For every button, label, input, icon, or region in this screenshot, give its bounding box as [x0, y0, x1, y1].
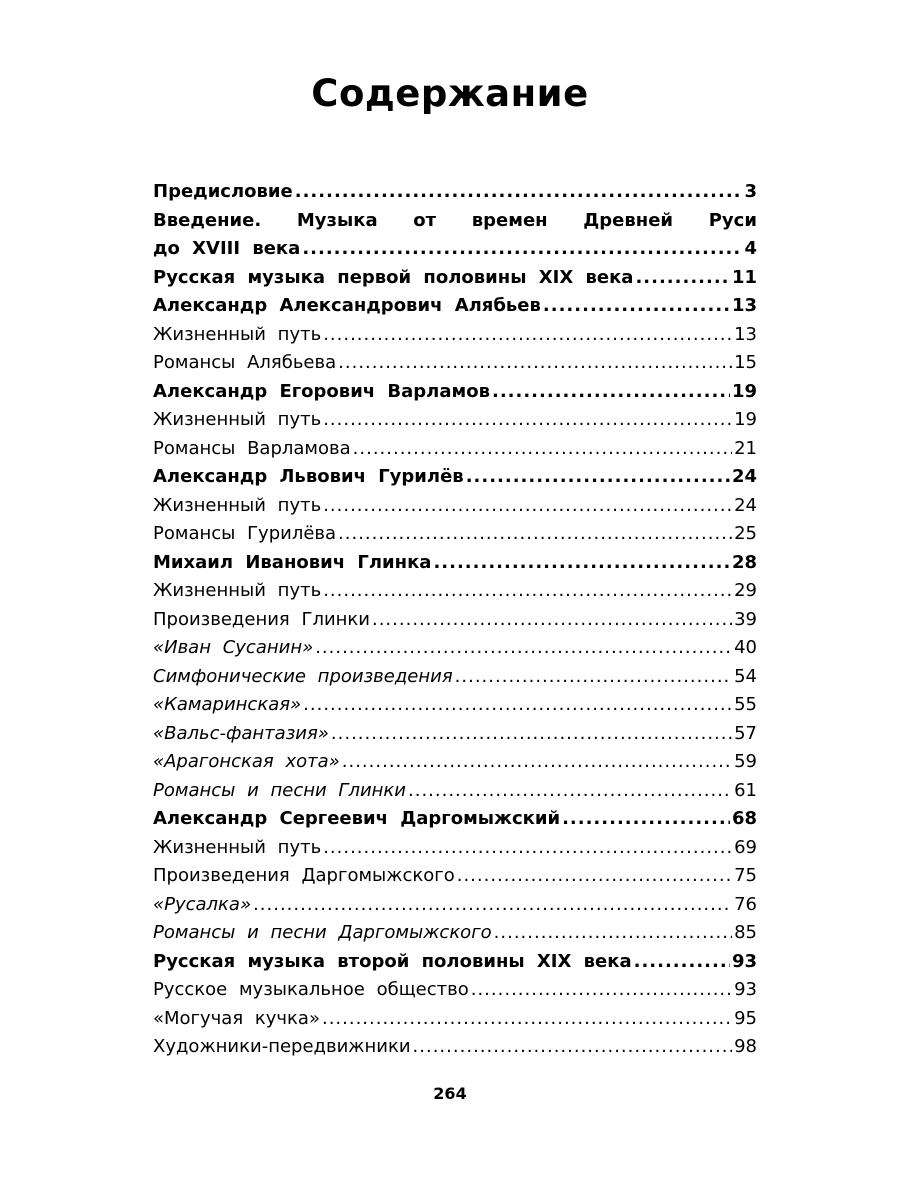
toc-entry-label: Художники-передвижники	[153, 1036, 411, 1057]
toc-entry-page: 19	[734, 409, 757, 430]
toc-entry-page: 54	[734, 665, 757, 687]
toc-entry-label: Русская музыка второй половины XIX века	[153, 950, 632, 972]
toc-entry-label-line1	[153, 207, 757, 236]
toc-entry	[153, 549, 757, 578]
toc-entry-page: 13	[731, 295, 757, 316]
toc-entry-label: Романсы и песни Даргомыжского	[153, 922, 492, 943]
dot-leader	[372, 606, 732, 635]
toc-entry-label: Русское музыкальное общество	[153, 979, 469, 1000]
toc-entry-page: 24	[734, 494, 757, 516]
word: Музыка	[296, 209, 378, 231]
dot-leader	[323, 834, 732, 863]
dot-leader	[543, 292, 730, 321]
toc-entry-page: 98	[734, 1036, 757, 1057]
toc-entry	[153, 606, 757, 635]
toc-entry-page: 95	[734, 1007, 757, 1029]
toc-entry	[153, 1033, 757, 1062]
toc-entry-label: Симфонические произведения	[153, 665, 453, 687]
toc-entry-page: 68	[731, 808, 757, 829]
dot-leader	[562, 805, 730, 834]
toc-entry-page: 13	[734, 323, 757, 345]
dot-leader	[471, 976, 732, 1005]
dot-leader	[253, 891, 732, 920]
toc-entry-label: Михаил Иванович Глинка	[153, 551, 432, 573]
toc-entry	[153, 777, 757, 806]
toc-entry-label: Александр Александрович Алябьев	[153, 295, 541, 316]
toc-entry-label: «Иван Сусанин»	[153, 637, 314, 658]
toc-entry-label: Романсы Алябьева	[153, 352, 337, 373]
toc-entry	[153, 748, 757, 777]
word: Древней	[583, 209, 674, 231]
dot-leader	[492, 378, 730, 407]
toc-entry	[153, 634, 757, 663]
toc-entry	[153, 976, 757, 1005]
page-number: 264	[433, 1084, 467, 1103]
dot-leader	[323, 577, 732, 606]
toc-entry-label: Жизненный путь	[153, 836, 322, 858]
toc-entry-page: 24	[731, 466, 757, 487]
dot-leader	[338, 520, 732, 549]
toc-entry-label: Романсы Варламова	[153, 437, 351, 459]
toc-entry-label: Произведения Глинки	[153, 608, 370, 630]
toc-entry-label: Жизненный путь	[153, 409, 322, 430]
toc-entry-page: 40	[734, 637, 757, 658]
toc-entry-label: Романсы и песни Глинки	[153, 779, 406, 801]
toc-entry-page: 28	[731, 551, 757, 573]
toc-entry-label: «Русалка»	[153, 893, 252, 915]
toc-entry	[153, 463, 757, 492]
table-of-contents	[153, 178, 757, 1062]
toc-entry-page: 93	[731, 950, 757, 972]
toc-entry-preface	[153, 178, 757, 207]
toc-entry-page: 39	[734, 608, 757, 630]
toc-entry-page: 61	[734, 779, 757, 801]
toc-entry	[153, 720, 757, 749]
toc-entry-label: Жизненный путь	[153, 323, 322, 345]
toc-entry	[153, 577, 757, 606]
toc-entry	[153, 435, 757, 464]
toc-entry-label: Александр Львович Гурилёв	[153, 466, 464, 487]
toc-entry-label: «Камаринская»	[153, 694, 302, 715]
toc-entry-page: 11	[731, 266, 757, 288]
word: времен	[471, 209, 548, 231]
toc-entry	[153, 292, 757, 321]
dot-leader	[635, 264, 729, 293]
dot-leader	[455, 663, 732, 692]
toc-entry	[153, 406, 757, 435]
toc-entry-label: «Вальс-фантазия»	[153, 722, 329, 744]
toc-entry-page: 93	[734, 979, 757, 1000]
dot-leader	[323, 492, 732, 521]
dot-leader	[303, 691, 732, 720]
toc-entry-label: Предисловие	[153, 181, 293, 202]
dot-leader	[295, 178, 743, 207]
toc-entry	[153, 378, 757, 407]
toc-entry-page: 55	[734, 694, 757, 715]
toc-entry-page: 59	[734, 751, 757, 772]
toc-entry-page: 57	[734, 722, 757, 744]
toc-entry	[153, 235, 757, 264]
dot-leader	[466, 463, 730, 492]
dot-leader	[634, 948, 730, 977]
toc-entry	[153, 834, 757, 863]
toc-entry-label: «Арагонская хота»	[153, 751, 340, 772]
word: от	[413, 209, 437, 231]
word: Руси	[708, 209, 757, 231]
toc-entry-label: Жизненный путь	[153, 580, 322, 601]
toc-entry	[153, 805, 757, 834]
dot-leader	[322, 1005, 732, 1034]
page-title: Содержание	[311, 72, 589, 115]
dot-leader	[342, 748, 732, 777]
dot-leader	[457, 862, 732, 891]
toc-entry-page: 21	[734, 437, 757, 459]
toc-entry	[153, 862, 757, 891]
dot-leader	[408, 777, 732, 806]
toc-entry-page: 85	[734, 922, 757, 943]
toc-entry-label: Русская музыка первой половины XIX века	[153, 266, 634, 288]
toc-entry-page: 76	[734, 893, 757, 915]
toc-entry-label: Романсы Гурилёва	[153, 523, 337, 544]
dot-leader	[302, 235, 742, 264]
toc-entry	[153, 492, 757, 521]
toc-entry	[153, 919, 757, 948]
toc-entry-page: 15	[734, 352, 757, 373]
toc-entry	[153, 891, 757, 920]
toc-entry-label: Произведения Даргомыжского	[153, 865, 455, 886]
dot-leader	[353, 435, 732, 464]
dot-leader	[413, 1033, 733, 1062]
dot-leader	[315, 634, 732, 663]
dot-leader	[331, 720, 732, 749]
toc-entry-page: 69	[734, 836, 757, 858]
dot-leader	[323, 406, 732, 435]
toc-entry-label: Александр Егорович Варламов	[153, 380, 490, 402]
toc-entry-page: 4	[744, 238, 757, 259]
toc-entry-label: до XVIII века	[153, 238, 301, 259]
toc-entry	[153, 948, 757, 977]
dot-leader	[323, 321, 732, 350]
toc-entry	[153, 663, 757, 692]
toc-entry-label: «Могучая кучка»	[153, 1007, 320, 1029]
toc-entry-page: 75	[734, 865, 757, 886]
toc-entry	[153, 264, 757, 293]
toc-entry-label: Жизненный путь	[153, 494, 322, 516]
dot-leader	[338, 349, 732, 378]
toc-entry-label: Александр Сергеевич Даргомыжский	[153, 808, 561, 829]
toc-entry	[153, 520, 757, 549]
word: Введение.	[153, 209, 262, 231]
toc-entry	[153, 691, 757, 720]
dot-leader	[494, 919, 732, 948]
toc-entry-page: 3	[744, 181, 757, 202]
toc-entry-page: 25	[734, 523, 757, 544]
toc-entry	[153, 321, 757, 350]
toc-entry	[153, 349, 757, 378]
dot-leader	[433, 549, 729, 578]
toc-entry	[153, 1005, 757, 1034]
toc-entry-page: 29	[734, 580, 757, 601]
toc-entry-introduction-line1	[153, 207, 757, 236]
toc-entry-page: 19	[731, 380, 757, 402]
